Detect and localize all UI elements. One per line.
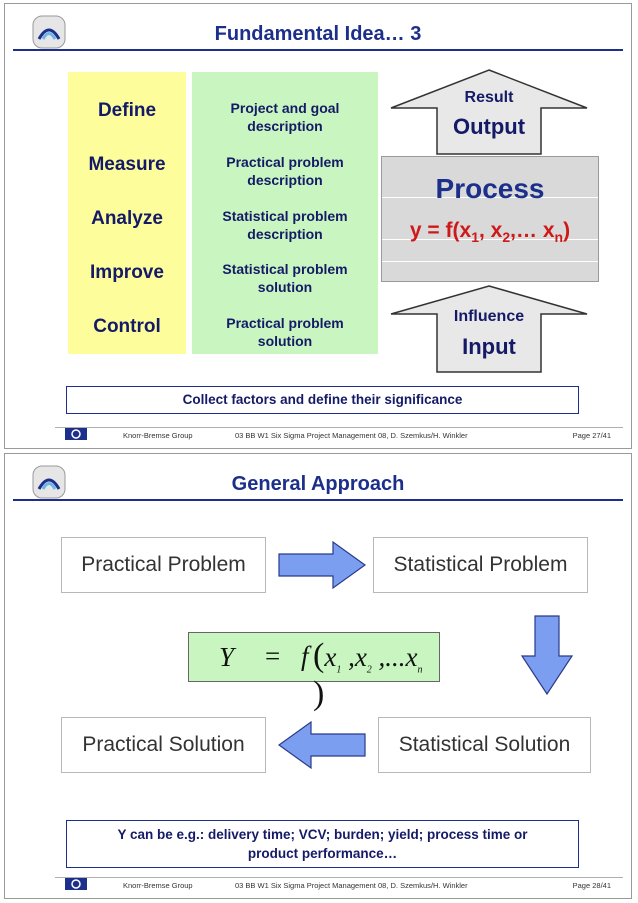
footer-course: 03 BB W1 Six Sigma Project Management 08, D. Szemkus/H. Winkler [235,881,468,890]
result-label: Result [464,89,514,106]
practical-solution-box: Practical Solution [61,717,266,773]
input-arrow-icon [389,284,589,374]
knorr-bremse-logo-icon [65,428,87,440]
footer-company: Knorr-Bremse Group [123,431,193,440]
title-rule [13,49,623,51]
desc-improve-2: solution [257,279,313,295]
desc-measure-1: Practical problem [226,154,344,170]
footer [55,427,623,444]
phase-define: Define [97,100,157,121]
practical-problem-box: Practical Problem [61,537,266,593]
desc-control-2: solution [257,333,313,349]
desc-define-2: description [247,118,323,134]
formula-box: Y = f ($x_1$ $,x_2$ $,...x_n$ ) [188,632,440,682]
slide-27 [4,3,632,449]
process-label: Process [435,173,545,204]
statistical-problem-box: Statistical Problem [373,537,588,593]
phase-measure: Measure [88,154,166,175]
knorr-bremse-logo-icon [65,878,87,890]
dmaic-column [68,72,186,354]
right-arrow-icon [277,540,367,590]
statistical-solution-box: Statistical Solution [378,717,591,773]
phase-analyze: Analyze [91,208,163,229]
down-arrow-icon [520,614,574,696]
desc-improve-1: Statistical problem [222,261,348,277]
note-line-2: product performance… [247,846,398,861]
slide-28 [4,453,632,899]
left-arrow-icon [277,720,367,770]
input-label: Input [462,334,516,359]
note-box [66,820,579,868]
process-box [381,156,599,282]
note-line-1: Y can be e.g.: delivery time; VCV; burden; yield; process time or [117,827,528,842]
note-box: Collect factors and define their significance [66,386,579,414]
title-rule [13,499,623,501]
desc-control-1: Practical problem [226,315,344,331]
output-label: Output [452,114,526,139]
phase-improve: Improve [90,262,164,283]
phase-control: Control [93,316,161,337]
description-column [192,72,378,354]
slide-title: General Approach [231,473,405,495]
desc-analyze-2: description [247,226,323,242]
output-arrow-icon [389,68,589,156]
footer-page: Page 28/41 [572,881,611,890]
influence-label: Influence [453,308,525,325]
desc-define-1: Project and goal [230,100,340,116]
process-formula: $y = f(x_1$, $x_2,\dots$ $x_n$) [409,219,571,246]
footer-page: Page 27/41 [572,431,611,440]
slide-title: Fundamental Idea… 3 [214,23,422,45]
footer [55,877,623,894]
footer-course: 03 BB W1 Six Sigma Project Management 08, D. Szemkus/H. Winkler [235,431,468,440]
desc-measure-2: description [247,172,323,188]
footer-company: Knorr-Bremse Group [123,881,193,890]
desc-analyze-1: Statistical problem [222,208,348,224]
